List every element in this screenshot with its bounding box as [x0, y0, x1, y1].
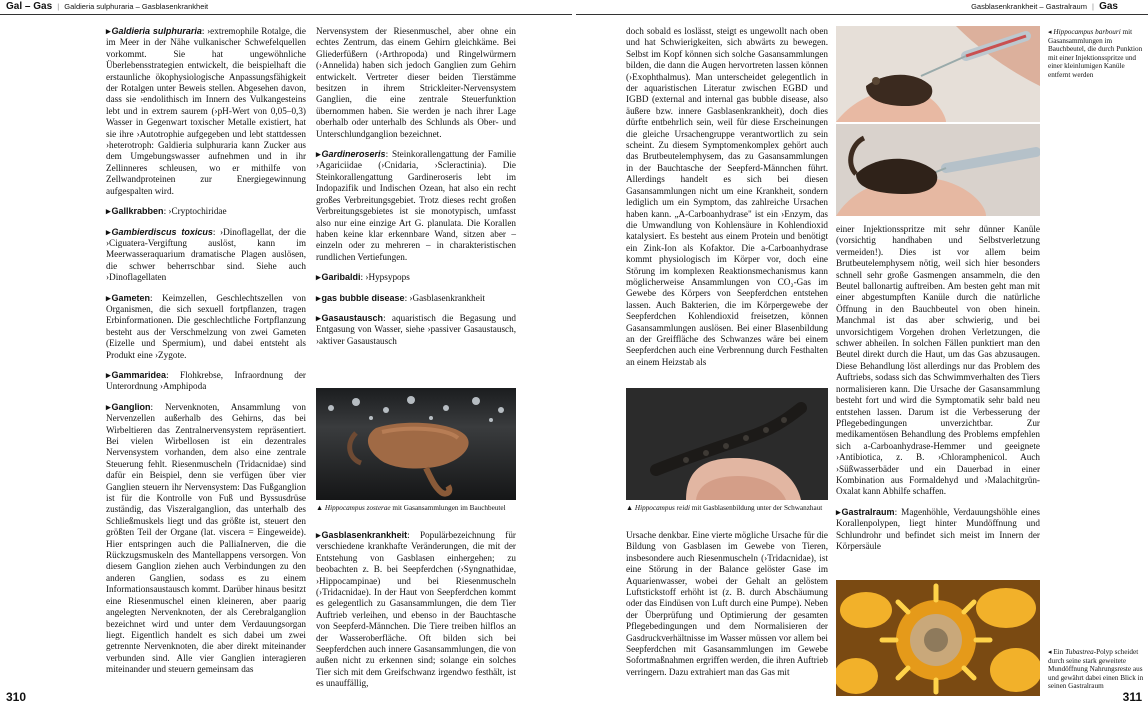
entry-text: : aquaristisch die Begasung und Entgasung von Wasser, siehe ›passiver Gasaustausch, ›aktiver Gasaustausch	[316, 312, 516, 346]
entry-text: : Populärbezeichnung für verschiedene krankhafte Veränderungen, die mit der Entstehung von Gasblasen einhergehen; zu beobachten z. B. bei Seepferdchen (›Syngnathidae, ›Hippocampinae) und bei Riesenmuscheln (›Tridacnidae). In der Haut von Seepferdchen kommt es gelegentlich zu Gasansammlungen, die dem Tier Auftrieb verleihen, und ebenso in der Bauchtasche von Seepferd-Männchen. Die Tiere treiben hilflos an der Wasseroberfläche. Oft bilden sich bei Seepferdchen auch innere Gasansammlungen, die von außen nicht zu erkennen sind; solange ein solches Tier sich mit dem Greifschwanz irgendwo festhält, ist es unauffällig,	[316, 530, 516, 689]
entry-text: : Steinkorallengattung der Familie ›Agariciidae (›Cnidaria, ›Scleractinia). Die Steinkorallengattung Gardineroseris lebt im Indopazifik und Indischen Ozean, hat also ein recht großes Verbreitungsgebiet. Trotz dieses recht großen Verbreitungsgebietes ist sie monotypisch, umfasst also nur eine einzige Art G. planulata. Die Korallen haben keine klar erkennbare Wand, sitzen aber – einzeln oder zu mehreren – in charakteristischen rundlichen Vertiefungen.	[316, 149, 516, 262]
header-rule	[576, 14, 1148, 15]
right-column-1-top	[626, 26, 828, 377]
entry-keyword: ▸ Gasblasenkrankheit	[316, 530, 407, 540]
entry-keyword: ▸ Galdieria sulphuraria	[106, 26, 202, 36]
entry-text: : Keimzellen, Geschlechtszellen von Organismen, die sich sexuell fortpflanzen, tragen Erbinformationen. Die geschlechtliche Fortpflanzung besteht aus der Verschmelzung von zwei Gameten (Eizelle und Spermium), und dabei entsteht als Produkt eine ›Zygote.	[106, 292, 306, 360]
page-number-right: 311	[1122, 690, 1142, 704]
caption-species: Tubastrea	[1065, 648, 1094, 656]
photo-hippocampus-zosterae	[316, 388, 516, 500]
lexicon-entry	[316, 272, 516, 283]
running-header-left: Gal – Gas | Galdieria sulphuraria – Gasblasenkrankheit	[6, 1, 209, 12]
entry-text: : ›Dinoflagellat, der die ›Ciguatera-Vergiftung auslöst, kann im Meerwasseraquarium dramatische Plagen auslösen, die schwer beherrschbar sind. Siehe auch ›Dinoflagellaten	[106, 226, 306, 283]
lexicon-entry	[316, 149, 516, 263]
left-column-1	[106, 26, 306, 685]
lexicon-entry	[106, 293, 306, 361]
caption-text: mit Gasblasenbildung unter der Schwanzhaut	[689, 504, 823, 512]
entry-keyword: ▸ Gastralraum	[836, 507, 895, 517]
page-number-left: 310	[6, 690, 27, 704]
caption-text: mit Gasansammlungen im Bauchbeutel, die durch Punktion mit einer Injektionsspritze und einer kleinlumigen Kanüle entfernt werden	[1048, 28, 1143, 79]
left-column-2-bottom	[316, 530, 516, 699]
caption-species: Hippocampus reidi	[634, 504, 690, 512]
entry-text: : Nervenknoten, Ansammlung von Nervenzellen außerhalb des Gehirns, das bei Wirbeltieren das Zentralnervensystem repräsentiert. Bei vielen Wirbellosen ist ein dezentrales Nervensystem vorhanden, dem also eine zentrale Steuerung fehlt. Riesenmuscheln (Tridacnidae) sind dafür ein Beispiel, denn sie verfügen über vier Ganglien steuern ihr Nervensystem: Das Fußganglion ist für die Kontrolle von Fuß und Byssusdrüse zuständig, das Viszeralganglion, das unterhalb des Schließmuskels liegt und das größte ist, steuert den größten Teil der Organe (lat. viscera = Eingeweide). Hier entspringen auch die PalliaInerven, die die Rückzugsmuskeln des Mantellappens versorgen. Von diesem Ganglion ziehen auch Verbindungen zu den anderen Ganglien, sodass es zu einem Informationsaustausch kommt. Darüber hinaus besitzt eine Riesenmuschel einen kleineren, aber paarig angelegten Nervenknoten, der als Cerebralganglion bezeichnet wird und unter dem Verdauungsorgan liegt. Eigentlich handelt es sich dabei um zwei getrennte Nervenknoten, die aber direkt miteinander verbunden sind. Alle vier Ganglien interagieren miteinander und steuern gemeinsam das	[106, 401, 306, 675]
entry-keyword: ▸ Gasaustausch	[316, 313, 383, 323]
entry-gastralraum	[836, 507, 1040, 553]
paragraph: einer Injektionsspritze mit sehr dünner Kanüle (vorsichtig handhaben und Selbstverletzung vermeiden!). Dies ist vor allem beim Brutbeutelemphysem nötig, weil sich hier besonders schnell sehr große Gasmengen ansammeln, die den Beutel ballonartig auftreiben. Am besten geht man mit einer abgestumpften Kanüle durch die natürliche Öffnung in den Bauchbeutel von oben hinein. Manchmal ist das aber schwierig, und bei unvorsichtigem Vorgehen drohen Verletzungen, die schwer abheilen. In solchen Fällen punktiert man den Beutel direkt durch die Haut, um das Gas abzusaugen. Diese Behandlung löst allerdings nur das Problem des Auftriebs, sodass sich das Schwimmverhalten des Tiers normalisieren kann. Die Ursache der Gasansammlung besteht fort und wird die Symptomatik sehr bald neu entstehen lassen. Darum ist die Verbesserung der Pflegebedingungen unverzichtbar. Zur medikamentösen Behandlung des Problems empfehlen sich a-Carboanhydrase-Hemmer und geeignete ›Antibiotica, z. B. ›Chloramphenicol. Auch ›Süßwasserbäder und ein Dauerbad in einer Kombination aus Formaldehyd und ›Malachitgrün-Oxalat kann Abhilfe schaffen.	[836, 224, 1040, 497]
entry-keyword: ▸ gas bubble disease	[316, 293, 405, 303]
caption-text: mit Gasansammlungen im Bauchbeutel	[390, 504, 506, 512]
entry-keyword: ▸ Gambierdiscus toxicus	[106, 227, 213, 237]
running-header-right: Gasblasenkrankheit – Gastralraum | Gas	[971, 1, 1118, 12]
entry-text: Nervensystem der Riesenmuschel, aber ohne ein echtes Zentrum, das einem Gehirn gleichkäme. Bei Gliederfüßern (›Arthropoda) und Ringelwürmern (›Annelida) haben sich jedoch Ganglien zum Gehirn entwickelt. Vertreter dieser beiden Tierstämme besitzen in ihrem Strickleiter-Nervensystem Ganglien, die eine zentrale Steuerfunktion übernommen haben. Sie werden je nach ihrer Lage oberhalb oder unterhalb des Schlunds als Ober- und Unterschlundganglion bezeichnet.	[316, 26, 516, 139]
paragraph: Ursache denkbar. Eine vierte mögliche Ursache für die Bildung von Gasblasen im Gewebe von Tieren, insbesondere auch Riesenmuscheln (›Tridacnidae), ist eine Störung in der Balance gelöster Gase im Aquarienwasser, wobei der Gehalt an gelöstem Luftstickstoff erhöht ist (z. B. durch Abschäumung oder das Eindüsen von Luft durch eine Pumpe). Neben der Überprüfung und Optimierung der gesamten Pflegebedingungen und dem Normalisieren der Gasdruckverhältnisse im Wasser müssen vor allem bei Seepferdchen mit Gasansammlungen im Gewebe Sofortmaßnahmen ergriffen werden, die ihren Auftrieb verringern. Dazu extrahiert man das Gas mit	[626, 530, 828, 677]
header-section: Gas	[1099, 1, 1118, 12]
entry-text: : ›Gasblasenkrankheit	[404, 292, 485, 303]
photo-hippocampus-barbouri-1	[836, 26, 1040, 122]
lexicon-entry	[106, 26, 306, 197]
entry-text: : ›Hypsypops	[360, 272, 410, 283]
entry-keyword: ▸ Garibaldi	[316, 272, 361, 282]
header-rule	[0, 14, 572, 15]
entry-text: : ›extremophile Rotalge, die im Meer in der Nähe vulkanischer Schwefelquellen vorkommt. Sie hat ungewöhnliche Überlebensstrategien entwickelt, die beispielhaft die erstaunliche ökophysiologische Anpassungsfähigkeit der Rotalgen unter Beweis stellen. Abgesehen davon, dass sie ›endolithisch im Innern des Vulkangesteins lebt und in extrem saurem (›pH-Wert von 0,05–0,3) Wasser in Gegenwart toxischer Metalle existiert, hat sie ihre ›Autotrophie aufgegeben und lebt stattdessen ›heterotroph: Galdieria sulphuraria kann Zucker aus dem Umgebungswasser aufnehmen und in ihr Zellinneres schleusen, wo er mithilfe von Zellwandproteinen zur Energiegewinnung aufgespalten wird.	[106, 26, 306, 196]
caption-text: -Polyp scheidet durch seine stark geweitete Mundöffnung Nahrungsreste aus und gewährt dabei einen Blick in seinen Gastralraum	[1048, 648, 1144, 691]
entry-keyword: ▸ Gardineroseris	[316, 149, 386, 159]
entry-keyword: ▸ Ganglion	[106, 402, 151, 412]
caption-species: Hippocampus zosterae	[324, 504, 391, 512]
header-range: Galdieria sulphuraria – Gasblasenkrankheit	[64, 2, 209, 11]
lexicon-entry	[316, 530, 516, 690]
photo-hippocampus-reidi	[626, 388, 828, 500]
left-column-2-top	[316, 26, 516, 356]
right-column-1-bottom	[626, 530, 828, 687]
caption-left-photo: ▲ Hippocampus zosterae mit Gasansammlungen im Bauchbeutel	[316, 504, 506, 512]
lexicon-entry	[106, 227, 306, 284]
margin-caption-2: ◂ Ein Tubastrea-Polyp scheidet durch seine stark geweitete Mundöffnung Nahrungsreste aus und gewährt dabei einen Blick in seinen Gastralraum	[1048, 648, 1144, 691]
header-section: Gal – Gas	[6, 1, 53, 12]
lexicon-entry	[106, 370, 306, 393]
right-column-2-mid	[836, 224, 1040, 561]
caption-right-photo: ▲ Hippocampus reidi mit Gasblasenbildung unter der Schwanzhaut	[626, 504, 823, 512]
entry-text: : ›Cryptochiridae	[163, 206, 227, 217]
lexicon-entry	[106, 402, 306, 676]
photo-hippocampus-barbouri-2	[836, 124, 1040, 216]
caption-species: Hippocampus barbouri	[1053, 28, 1121, 36]
photo-tubastrea-polyp	[836, 580, 1040, 696]
entry-keyword: ▸ Gallkrabben	[106, 206, 164, 216]
lexicon-entry	[106, 206, 306, 217]
lexicon-entry	[316, 313, 516, 347]
entry-keyword: ▸ Gammaridea	[106, 370, 166, 380]
entry-text: : Magenhöhle, Verdauungshöhle eines Korallenpolypen, liegt hinter Mundöffnung und Schlundrohr und befindet sich meist im Innern der Körpersäule	[836, 506, 1040, 551]
caption-pre: Ein	[1053, 648, 1066, 656]
entry-text: : Flohkrebse, Infraordnung der Unterordnung ›Amphipoda	[106, 369, 306, 392]
lexicon-entry	[316, 26, 516, 140]
page-right	[574, 0, 1148, 708]
paragraph: doch sobald es loslässt, steigt es ungewollt nach oben und hat Schwierigkeiten, sich abwärts zu bewegen. Selbst im Kopf können sich solche Gasansammlungen bilden, die dann die Augen hervortreten lassen können (›Exophthalmus). Man unterscheidet gelegentlich in der aquaristischen Literatur zwischen EGBD und IGBD (external and internal gas bubble disease, also äußere bzw. innere Gasblasenkrankheit), doch dies dürfte entbehrlich sein, weil für diese Erscheinungen die gleiche Ursachengruppe verantwortlich zu sein scheint. Zu diesem Symptomenkomplex gehört auch das Brutbeutelemphysem, das zu Gasansammlungen in der Bauchtasche der Seepferd-Männchen führt. Allerdings handelt es sich bei diesen Gasansammlungen nicht um eine Krankheit, sondern lediglich um ein Symptom, das zahlreiche Ursachen haben kann. „A-Carboanhydrase" ist ein ›Enzym, das die Umwandlung von Kohlensäure in Kohlendioxid katalysiert. Es besteht aus einem Protein und benötigt ein Zink-Ion als Kofaktor. Die a-Carboanhydrase kommt physiologisch im Körper vor, doch eine Störung im komplexen Reaktionsmechanismus kann möglicherweise Ansammlungen von CO₂-Gas im Gewebe des Körpers von Seepferdchen entstehen lassen. Auch Bakterien, die im Körpergewebe der Seepferdchen Kohlendioxid freisetzen, können Gasansammlungen auslösen. Bei einer Blasenbildung an der Greiffläche des Schwanzes wäre bei einem Seepferdchen auch eine Verbrennung durch Festhalten an einem Heizstab als	[626, 26, 828, 367]
margin-caption-1: ◂ Hippocampus barbouri mit Gasansammlungen im Bauchbeutel, die durch Punktion mit einer Injektionsspritze und einer kleinlumigen Kanüle entfernt werden	[1048, 28, 1143, 79]
entry-keyword: ▸ Gameten	[106, 293, 150, 303]
lexicon-entry	[316, 293, 516, 304]
header-range: Gasblasenkrankheit – Gastralraum	[971, 2, 1087, 11]
